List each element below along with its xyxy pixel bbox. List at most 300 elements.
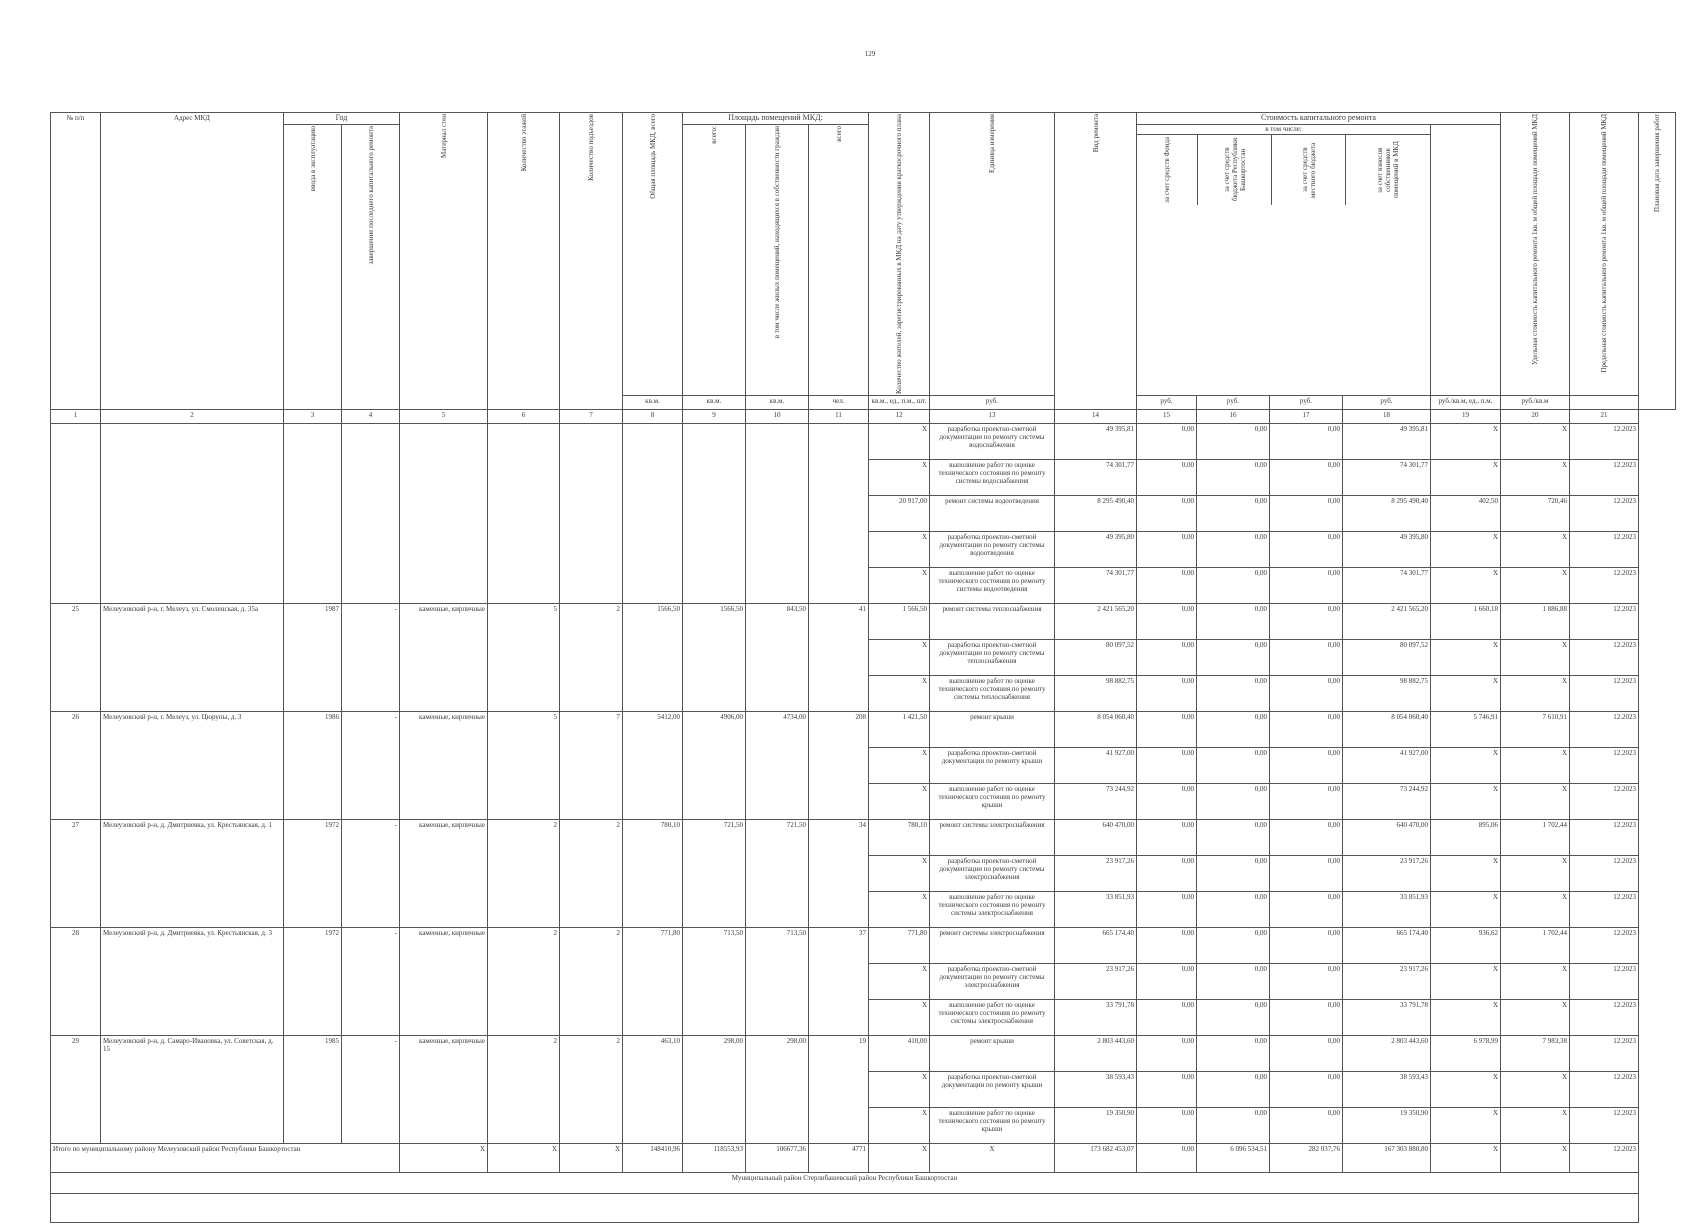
total-people: 4771 (809, 1144, 869, 1173)
unit-cell: кв.м. (683, 396, 746, 410)
cost-rb: 0,00 (1197, 856, 1270, 892)
table-row (51, 604, 1676, 640)
total-cost: 173 682 453,07 (1055, 1144, 1137, 1173)
cost-fund: 0,00 (1137, 460, 1197, 496)
cost-fund: 0,00 (1137, 640, 1197, 676)
header-work-type: Вид ремонта (1055, 113, 1137, 410)
empty-cell (51, 424, 101, 604)
limit-cost: X (1501, 784, 1570, 820)
house-number: 26 (51, 712, 101, 820)
year-last-repair: - (342, 928, 400, 1036)
cost-owners: 2 803 443,60 (1343, 1036, 1431, 1072)
spec-cost: 936,62 (1431, 928, 1501, 964)
cost-mb: 0,00 (1270, 748, 1343, 784)
header-plan-date: Плановая дата завершения работ (1639, 113, 1676, 410)
limit-cost: X (1501, 856, 1570, 892)
plan-date: 12.2023 (1570, 1036, 1639, 1072)
work-type: выполнение работ по оценке технического состояния по ремонту системы теплоснабжения (930, 676, 1055, 712)
col-number: 8 (623, 410, 683, 424)
cost-mb: 0,00 (1270, 676, 1343, 712)
work-type: разработка проектно-сметной документации по ремонту крыши (930, 1072, 1055, 1108)
house-address: Мелеузовский р-н, д. Самаро-Ивановка, ул. Советская, д. 15 (101, 1036, 284, 1144)
col-number: 15 (1137, 410, 1197, 424)
empty-cell (400, 424, 488, 604)
capital-repair-table (50, 112, 1676, 1223)
cost-rb: 0,00 (1197, 568, 1270, 604)
cost-total: 19 350,90 (1055, 1108, 1137, 1144)
plan-date: 12.2023 (1570, 1000, 1639, 1036)
cost-owners: 74 301,77 (1343, 568, 1431, 604)
work-type: ремонт крыши (930, 1036, 1055, 1072)
area-all: 1566,50 (683, 604, 746, 712)
total-entrances: X (560, 1144, 623, 1173)
spec-cost: X (1431, 892, 1501, 928)
cost-rb: 0,00 (1197, 1000, 1270, 1036)
cost-total: 49 395,81 (1055, 424, 1137, 460)
house-address: Мелеузовский р-н, д. Дмитриевка, ул. Крестьянская, д. 1 (101, 820, 284, 928)
people-count: 208 (809, 712, 869, 820)
col-number: 4 (342, 410, 400, 424)
limit-cost: X (1501, 640, 1570, 676)
header-year-commission: ввода в эксплуатацию (284, 125, 342, 410)
area-all: 713,50 (683, 928, 746, 1036)
plan-date: 12.2023 (1570, 892, 1639, 928)
cost-fund: 0,00 (1137, 604, 1197, 640)
spec-cost: 5 746,91 (1431, 712, 1501, 748)
total-area: 148410,96 (623, 1144, 683, 1173)
table-row (51, 820, 1676, 856)
unit-cell: руб. (1197, 396, 1270, 410)
cost-fund: 0,00 (1137, 496, 1197, 532)
cost-owners: 23 917,26 (1343, 964, 1431, 1000)
empty-cell (746, 424, 809, 604)
unit-cell: чел. (809, 396, 869, 410)
cost-fund: 0,00 (1137, 676, 1197, 712)
wall-material: каменные, кирпичные (400, 604, 488, 712)
section-row (51, 1173, 1676, 1194)
plan-date: 12.2023 (1570, 1108, 1639, 1144)
people-count: 37 (809, 928, 869, 1036)
spec-cost: X (1431, 1072, 1501, 1108)
col-number: 5 (400, 410, 488, 424)
work-unit: X (869, 856, 930, 892)
cost-owners: 640 470,00 (1343, 820, 1431, 856)
col-number: 9 (683, 410, 746, 424)
unit-cell: руб. (1343, 396, 1431, 410)
cost-mb: 0,00 (1270, 460, 1343, 496)
work-type: ремонт системы электроснабжения (930, 928, 1055, 964)
house-number: 28 (51, 928, 101, 1036)
year-commission: 1972 (284, 820, 342, 928)
limit-cost: X (1501, 568, 1570, 604)
cost-mb: 0,00 (1270, 928, 1343, 964)
work-unit: 20 917,00 (869, 496, 930, 532)
limit-cost: 720,46 (1501, 496, 1570, 532)
limit-cost: 1 886,88 (1501, 604, 1570, 640)
table-row (51, 712, 1676, 748)
work-type: выполнение работ по оценке технического состояния по ремонту крыши (930, 784, 1055, 820)
total-limit: X (1501, 1144, 1570, 1173)
cost-total: 23 917,26 (1055, 856, 1137, 892)
total-floors: X (488, 1144, 560, 1173)
plan-date: 12.2023 (1570, 640, 1639, 676)
col-number: 13 (930, 410, 1055, 424)
header-cost-group: Стоимость капитального ремонта (1137, 113, 1501, 125)
wall-material: каменные, кирпичные (400, 820, 488, 928)
header-row-1 (51, 113, 1676, 125)
work-type: ремонт системы водоотведения (930, 496, 1055, 532)
total-date: 12.2023 (1570, 1144, 1639, 1173)
cost-total: 98 882,75 (1055, 676, 1137, 712)
empty-cell (284, 424, 342, 604)
cost-rb: 0,00 (1197, 676, 1270, 712)
plan-date: 12.2023 (1570, 784, 1639, 820)
cost-owners: 19 350,90 (1343, 1108, 1431, 1144)
plan-date: 12.2023 (1570, 604, 1639, 640)
cost-total: 74 301,77 (1055, 460, 1137, 496)
cost-mb: 0,00 (1270, 568, 1343, 604)
cost-total: 8 295 490,40 (1055, 496, 1137, 532)
col-number: 17 (1270, 410, 1343, 424)
total-area-owned: 106677,36 (746, 1144, 809, 1173)
cost-fund: 0,00 (1137, 1108, 1197, 1144)
cost-total: 2 421 565,20 (1055, 604, 1137, 640)
cost-total: 49 395,80 (1055, 532, 1137, 568)
total-row (51, 1144, 1676, 1173)
limit-cost: 7 983,38 (1501, 1036, 1570, 1072)
unit-cell: кв.м. (623, 396, 683, 410)
header-address: Адрес МКД (101, 113, 284, 410)
area-owned: 713,50 (746, 928, 809, 1036)
limit-cost: 1 702,44 (1501, 820, 1570, 856)
area-total: 780,10 (623, 820, 683, 928)
plan-date: 12.2023 (1570, 424, 1639, 460)
spec-cost: X (1431, 532, 1501, 568)
cost-total: 74 301,77 (1055, 568, 1137, 604)
col-number: 18 (1343, 410, 1431, 424)
cost-owners: 49 395,81 (1343, 424, 1431, 460)
empty-cell (623, 424, 683, 604)
work-type: выполнение работ по оценке технического состояния по ремонту крыши (930, 1108, 1055, 1144)
year-last-repair: - (342, 712, 400, 820)
header-incl: в том числе: (1137, 125, 1430, 135)
work-unit: 780,10 (869, 820, 930, 856)
table-row (51, 928, 1676, 964)
header-incl-wrap (1137, 125, 1431, 396)
cost-owners: 49 395,80 (1343, 532, 1431, 568)
spec-cost: 895,06 (1431, 820, 1501, 856)
cost-owners: 8 054 060,40 (1343, 712, 1431, 748)
header-year-last-repair: завершение последнего капитального ремонта (342, 125, 400, 410)
total-wall: X (400, 1144, 488, 1173)
spec-cost: X (1431, 568, 1501, 604)
total-mb: 282 037,76 (1270, 1144, 1343, 1173)
total-rb: 6 096 534,51 (1197, 1144, 1270, 1173)
spec-cost: X (1431, 748, 1501, 784)
work-type: разработка проектно-сметной документации по ремонту системы электроснабжения (930, 856, 1055, 892)
cost-mb: 0,00 (1270, 1072, 1343, 1108)
spec-cost: X (1431, 1000, 1501, 1036)
total-spec: X (1431, 1144, 1501, 1173)
area-owned: 4734,00 (746, 712, 809, 820)
floors-count: 2 (488, 1036, 560, 1144)
entrances-count: 7 (560, 712, 623, 820)
spec-cost: 1 660,18 (1431, 604, 1501, 640)
wall-material: каменные, кирпичные (400, 1036, 488, 1144)
plan-date: 12.2023 (1570, 712, 1639, 748)
limit-cost: X (1501, 460, 1570, 496)
blank-cell (51, 1194, 1639, 1223)
entrances-count: 2 (560, 820, 623, 928)
plan-date: 12.2023 (1570, 964, 1639, 1000)
col-number: 11 (809, 410, 869, 424)
cost-rb: 0,00 (1197, 964, 1270, 1000)
area-total: 1566,50 (623, 604, 683, 712)
total-fund: 0,00 (1137, 1144, 1197, 1173)
cost-mb: 0,00 (1270, 1108, 1343, 1144)
work-unit: 1 566,50 (869, 604, 930, 640)
cost-fund: 0,00 (1137, 784, 1197, 820)
floors-count: 2 (488, 820, 560, 928)
entrances-count: 2 (560, 604, 623, 712)
work-unit: X (869, 964, 930, 1000)
area-owned: 298,00 (746, 1036, 809, 1144)
empty-cell (809, 424, 869, 604)
col-number: 6 (488, 410, 560, 424)
cost-rb: 0,00 (1197, 496, 1270, 532)
work-unit: 410,00 (869, 1036, 930, 1072)
house-number: 25 (51, 604, 101, 712)
cost-mb: 0,00 (1270, 1000, 1343, 1036)
wall-material: каменные, кирпичные (400, 928, 488, 1036)
work-unit: 771,80 (869, 928, 930, 964)
col-number: 1 (51, 410, 101, 424)
work-unit: X (869, 424, 930, 460)
col-number: 10 (746, 410, 809, 424)
plan-date: 12.2023 (1570, 676, 1639, 712)
work-unit: X (869, 748, 930, 784)
header-mb: за счет средств местного бюджета (1300, 142, 1317, 198)
entrances-count: 2 (560, 1036, 623, 1144)
header-area-owned: в том числе жилых помещений, находящихся в собственности граждан (746, 125, 809, 396)
house-address: Мелеузовский р-н, г. Мелеуз, ул. Смоленская, д. 35а (101, 604, 284, 712)
cost-fund: 0,00 (1137, 964, 1197, 1000)
header-wall: Материал стен (400, 113, 488, 410)
header-fund: за счет средств Фонда (1163, 137, 1171, 203)
work-type: разработка проектно-сметной документации по ремонту системы водоснабжения (930, 424, 1055, 460)
cost-rb: 0,00 (1197, 640, 1270, 676)
floors-count: 5 (488, 604, 560, 712)
cost-owners: 74 301,77 (1343, 460, 1431, 496)
total-owners: 167 303 880,80 (1343, 1144, 1431, 1173)
cost-owners: 33 851,93 (1343, 892, 1431, 928)
cost-mb: 0,00 (1270, 496, 1343, 532)
year-commission: 1986 (284, 712, 342, 820)
header-entrances: Количество подъездов (560, 113, 623, 410)
section-title: Муниципальный район Стерлибашевский район Республики Башкортостан (51, 1173, 1639, 1194)
work-type: разработка проектно-сметной документации по ремонту крыши (930, 748, 1055, 784)
header-floors: Количество этажей (488, 113, 560, 410)
work-type: выполнение работ по оценке технического состояния по ремонту системы электроснабжения (930, 892, 1055, 928)
header-area-all: всего: (683, 125, 746, 396)
blank-row (51, 1194, 1676, 1223)
cost-fund: 0,00 (1137, 820, 1197, 856)
cost-rb: 0,00 (1197, 1036, 1270, 1072)
work-type: разработка проектно-сметной документации по ремонту системы электроснабжения (930, 964, 1055, 1000)
col-number: 14 (1055, 410, 1137, 424)
cost-owners: 80 097,52 (1343, 640, 1431, 676)
limit-cost: X (1501, 1108, 1570, 1144)
col-number: 12 (869, 410, 930, 424)
cost-owners: 38 593,43 (1343, 1072, 1431, 1108)
work-unit: X (869, 1000, 930, 1036)
empty-cell (101, 424, 284, 604)
cost-total: 8 054 060,40 (1055, 712, 1137, 748)
house-address: Мелеузовский р-н, д. Дмитриевка, ул. Крестьянская, д. 3 (101, 928, 284, 1036)
year-commission: 1987 (284, 604, 342, 712)
plan-date: 12.2023 (1570, 532, 1639, 568)
work-type: ремонт системы теплоснабжения (930, 604, 1055, 640)
cost-mb: 0,00 (1270, 424, 1343, 460)
cost-total: 2 803 443,60 (1055, 1036, 1137, 1072)
limit-cost: X (1501, 1072, 1570, 1108)
col-number: 3 (284, 410, 342, 424)
entrances-count: 2 (560, 928, 623, 1036)
cost-fund: 0,00 (1137, 712, 1197, 748)
col-number: 19 (1431, 410, 1501, 424)
work-unit: X (869, 460, 930, 496)
cost-rb: 0,00 (1197, 424, 1270, 460)
work-unit: X (869, 532, 930, 568)
cost-total: 38 593,43 (1055, 1072, 1137, 1108)
spec-cost: X (1431, 784, 1501, 820)
total-area-all: 118553,93 (683, 1144, 746, 1173)
year-commission: 1972 (284, 928, 342, 1036)
area-all: 298,00 (683, 1036, 746, 1144)
cost-fund: 0,00 (1137, 748, 1197, 784)
cost-owners: 73 244,92 (1343, 784, 1431, 820)
cost-mb: 0,00 (1270, 856, 1343, 892)
work-type: выполнение работ по оценке технического состояния по ремонту системы электроснабжения (930, 1000, 1055, 1036)
plan-date: 12.2023 (1570, 748, 1639, 784)
cost-total: 73 244,92 (1055, 784, 1137, 820)
header-unit: Единица измерения (930, 113, 1055, 396)
unit-cell: кв.м. (746, 396, 809, 410)
cost-rb: 0,00 (1197, 928, 1270, 964)
empty-cell (560, 424, 623, 604)
area-total: 463,10 (623, 1036, 683, 1144)
cost-owners: 33 791,78 (1343, 1000, 1431, 1036)
cost-mb: 0,00 (1270, 964, 1343, 1000)
header-cost-total: всего (809, 125, 869, 396)
header-people: Количество жителей, зарегистрированных в МКД на дату утверждения краткосрочного плана (869, 113, 930, 396)
wall-material: каменные, кирпичные (400, 712, 488, 820)
cost-fund: 0,00 (1137, 892, 1197, 928)
cost-fund: 0,00 (1137, 424, 1197, 460)
col-number: 7 (560, 410, 623, 424)
cost-total: 41 927,00 (1055, 748, 1137, 784)
cost-owners: 41 927,00 (1343, 748, 1431, 784)
col-number: 21 (1570, 410, 1639, 424)
cost-mb: 0,00 (1270, 1036, 1343, 1072)
header-limit-cost: Предельная стоимость капитального ремонта 1кв. м общей площади помещений МКД (1570, 113, 1639, 396)
cost-owners: 23 917,26 (1343, 856, 1431, 892)
spec-cost: 402,50 (1431, 496, 1501, 532)
people-count: 19 (809, 1036, 869, 1144)
limit-cost: X (1501, 1000, 1570, 1036)
cost-owners: 8 295 490,40 (1343, 496, 1431, 532)
area-owned: 721,50 (746, 820, 809, 928)
work-unit: 1 421,50 (869, 712, 930, 748)
cost-total: 33 791,78 (1055, 1000, 1137, 1036)
total-unit: X (869, 1144, 930, 1173)
header-row-2 (51, 125, 1676, 396)
spec-cost: X (1431, 424, 1501, 460)
spec-cost: X (1431, 856, 1501, 892)
cost-rb: 0,00 (1197, 712, 1270, 748)
header-spec-cost: Удельная стоимость капитального ремонта 1кв. м общей площади помещений МКД (1501, 113, 1570, 396)
total-label: Итого по муниципальному району Мелеузовский район Республики Башкортостан (51, 1144, 400, 1173)
header-year-group: Год (284, 113, 400, 125)
header-rb: за счет средств бюджета Республики Башкортостан (1222, 138, 1247, 202)
page-number: 129 (864, 50, 876, 58)
plan-date: 12.2023 (1570, 856, 1639, 892)
plan-date: 12.2023 (1570, 1072, 1639, 1108)
cost-total: 23 917,26 (1055, 964, 1137, 1000)
cost-owners: 665 174,40 (1343, 928, 1431, 964)
cost-fund: 0,00 (1137, 568, 1197, 604)
cost-rb: 0,00 (1197, 892, 1270, 928)
work-type: разработка проектно-сметной документации по ремонту системы водоотведения (930, 532, 1055, 568)
table-row (51, 1036, 1676, 1072)
work-type: выполнение работ по оценке технического состояния по ремонту системы водоотведения (930, 568, 1055, 604)
limit-cost: X (1501, 892, 1570, 928)
col-number: 20 (1501, 410, 1570, 424)
header-no: № п/п (51, 113, 101, 410)
cost-mb: 0,00 (1270, 604, 1343, 640)
floors-count: 2 (488, 928, 560, 1036)
work-type: разработка проектно-сметной документации по ремонту системы теплоснабжения (930, 640, 1055, 676)
plan-date: 12.2023 (1570, 820, 1639, 856)
work-type: ремонт системы электроснабжения (930, 820, 1055, 856)
plan-date: 12.2023 (1570, 460, 1639, 496)
house-number: 27 (51, 820, 101, 928)
empty-cell (342, 424, 400, 604)
year-last-repair: - (342, 820, 400, 928)
limit-cost: 1 702,44 (1501, 928, 1570, 964)
cost-fund: 0,00 (1137, 928, 1197, 964)
col-number-row (51, 410, 1676, 424)
area-all: 4906,00 (683, 712, 746, 820)
cost-rb: 0,00 (1197, 604, 1270, 640)
house-number: 29 (51, 1036, 101, 1144)
cost-rb: 0,00 (1197, 784, 1270, 820)
unit-cell: руб. (1270, 396, 1343, 410)
work-unit: X (869, 784, 930, 820)
unit-cell: руб./кв.м, ед., п.м. (1431, 396, 1501, 410)
empty-cell (683, 424, 746, 604)
plan-date: 12.2023 (1570, 928, 1639, 964)
year-last-repair: - (342, 1036, 400, 1144)
cost-rb: 0,00 (1197, 820, 1270, 856)
cost-mb: 0,00 (1270, 784, 1343, 820)
cost-owners: 98 882,75 (1343, 676, 1431, 712)
cost-rb: 0,00 (1197, 532, 1270, 568)
work-unit: X (869, 892, 930, 928)
spec-cost: X (1431, 964, 1501, 1000)
spec-cost: X (1431, 676, 1501, 712)
cost-fund: 0,00 (1137, 1036, 1197, 1072)
